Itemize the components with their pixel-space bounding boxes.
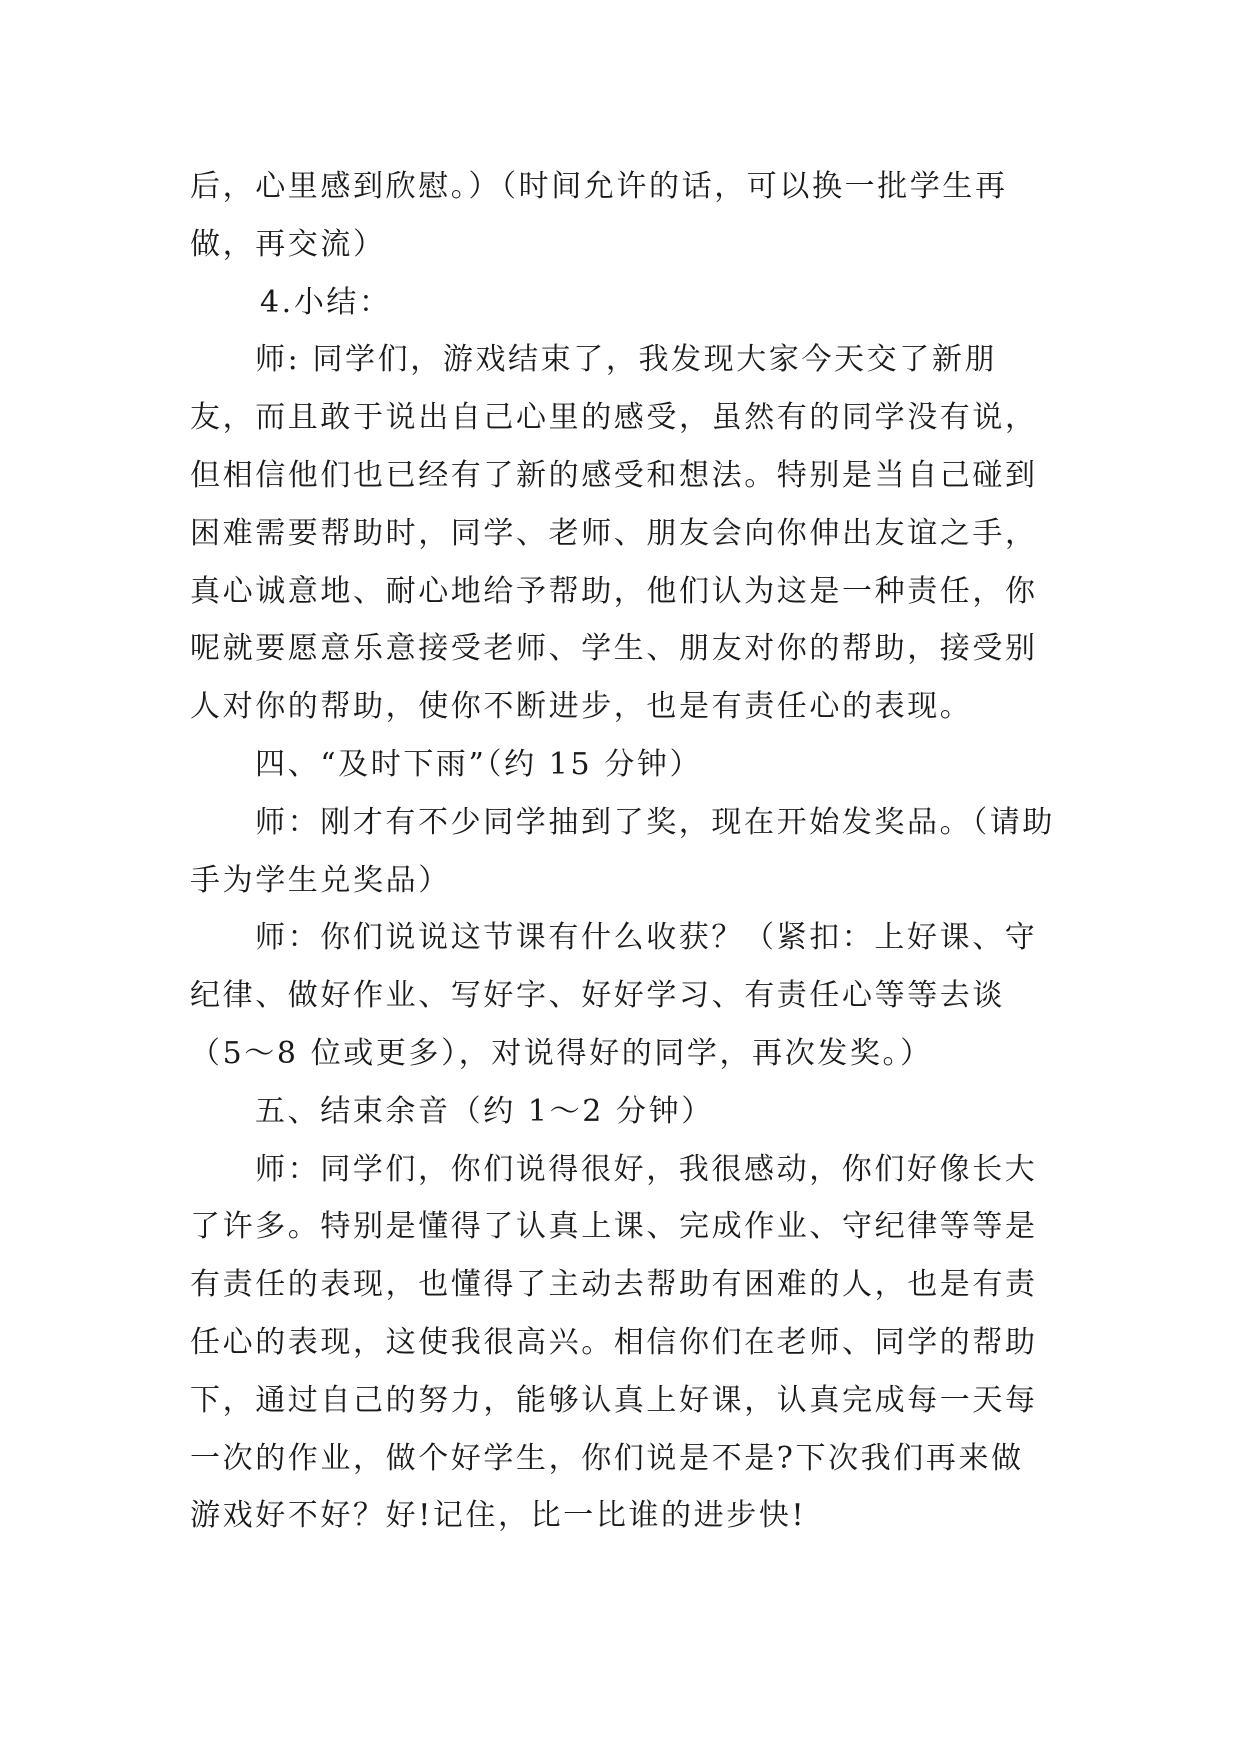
- paragraph-closing: 师：同学们，你们说得很好，我很感动，你们好像长大了许多。特别是懂得了认真上课、完成作业、守纪律等等是有责任的表现，也懂得了主动去帮助有困难的人，也是有责任心的表现，这使我很高兴。相信你们在老师、同学的帮助下，通过自己的努力，能够认真上好课，认真完成每一天每一次的作业，做个好学生，你们说是不是?下次我们再来做游戏好不好？好!记住，比一比谁的进步快!: [190, 1151, 1038, 1534]
- paragraph-prizes: 师：刚才有不少同学抽到了奖，现在开始发奖品。（请助手为学生兑奖品）: [190, 804, 1055, 898]
- section-heading-five: 五、结束余音（约 1～2 分钟）: [255, 1093, 714, 1129]
- section-heading-summary: 4.小结：: [260, 284, 392, 320]
- section-heading-four: 四、“及时下雨”（约 15 分钟）: [255, 746, 703, 782]
- paragraph-teacher-summary: 师: 同学们，游戏结束了，我发现大家今天交了新朋友，而且敢于说出自己心里的感受，虽然有的同学没有说，但相信他们也已经有了新的感受和想法。特别是当自己碰到困难需要帮助时，同学、老师、朋友会向你伸出友谊之手，真心诚意地、耐心地给予帮助，他们认为这是一种责任，你呢就要愿意乐意接受老师、学生、朋友对你的帮助，接受别人对你的帮助，使你不断进步，也是有责任心的表现。: [190, 342, 1038, 725]
- document-body: [190, 158, 1056, 1545]
- paragraph-harvest: 师：你们说说这节课有什么收获？（紧扣：上好课、守纪律、做好作业、写好字、好好学习、有责任心等等去谈（5～8 位或更多），对说得好的同学，再次发奖。）: [190, 920, 1038, 1071]
- paragraph-continuation: 后，心里感到欣慰。）（时间允许的话，可以换一批学生再做，再交流）: [190, 169, 1008, 262]
